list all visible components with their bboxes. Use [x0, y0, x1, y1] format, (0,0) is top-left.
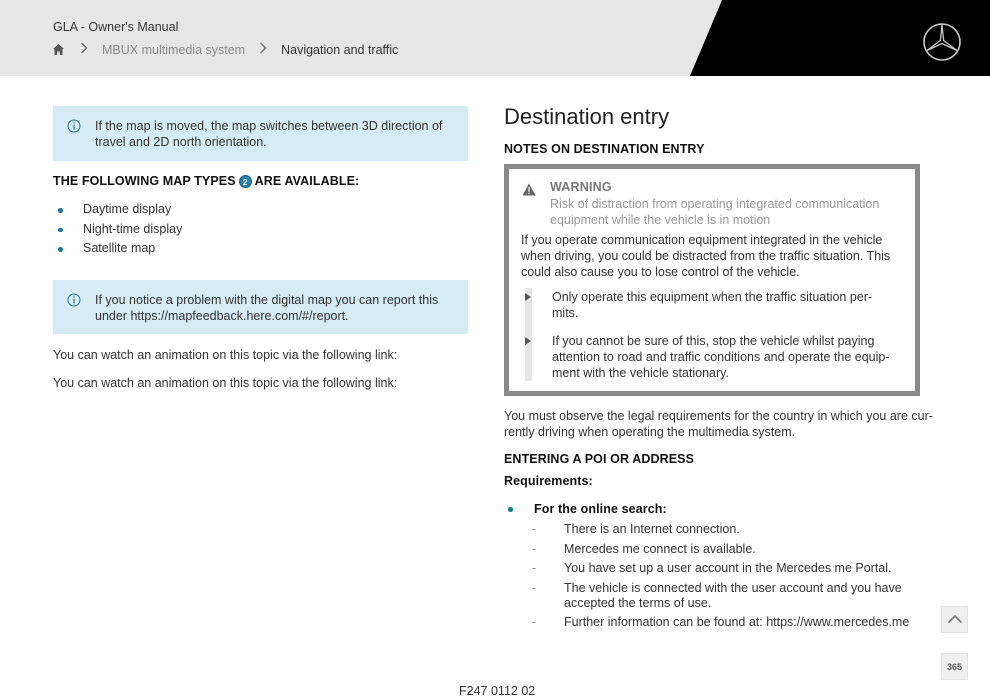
poi-heading: ENTERING A POI OR ADDRESS — [504, 452, 695, 466]
warning-triangle-icon — [522, 183, 536, 196]
map-types-list — [56, 200, 182, 259]
map-types-heading: THE FOLLOWING MAP TYPES 2 ARE AVAILABLE: — [53, 174, 360, 188]
info-text: If the map is moved, the map switches between 3D direction of travel and 2D north orientation. — [95, 119, 443, 149]
requirements-label: Requirements: — [504, 474, 593, 488]
list-item: Night-time display — [56, 220, 182, 240]
chevron-up-icon — [947, 613, 963, 627]
requirements-list — [532, 521, 902, 596]
figure-code: F247 0112 02 — [459, 684, 536, 698]
breadcrumb — [52, 42, 398, 57]
requirements-list-tail — [532, 614, 909, 630]
breadcrumb-current: Navigation and traffic — [281, 42, 399, 57]
info-icon — [67, 293, 81, 307]
animation-link-text[interactable]: You can watch an animation on this topic via the following link: — [53, 376, 398, 390]
list-item: Daytime display — [56, 200, 182, 220]
chevron-right-icon — [80, 42, 88, 57]
legal-paragraph: You must observe the legal requirements for the country in which you are cur- rently driving when operating the multimedia system. — [504, 409, 933, 439]
info-box-map-feedback — [53, 280, 468, 334]
list-item: - The vehicle is connected with the user account and you have — [532, 580, 902, 596]
page-number-badge[interactable]: 365 — [941, 653, 968, 680]
notes-heading: NOTES ON DESTINATION ENTRY — [504, 142, 705, 156]
warning-subtitle: Risk of distraction from operating integrated communication equipment while the vehicle is in motion — [550, 197, 880, 227]
warning-step: Only operate this equipment when the traffic situation per- mits. — [552, 290, 873, 320]
report-link[interactable]: under https://mapfeedback.here.com/#/report. — [95, 309, 349, 323]
breadcrumb-mbux[interactable]: MBUX multimedia system — [102, 42, 246, 57]
list-item[interactable]: - Further information can be found at: https://www.mercedes.me — [532, 614, 909, 630]
bullet-dot — [508, 507, 513, 512]
warning-step: If you cannot be sure of this, stop the vehicle whilst paying attention to road and traffic conditions and operate the equip- ment with the vehicle stationary. — [552, 334, 890, 380]
warning-box — [504, 164, 920, 396]
scroll-to-top-button[interactable] — [941, 606, 968, 633]
mercedes-star-logo — [922, 22, 962, 62]
info-icon — [67, 119, 81, 133]
warning-body: If you operate communication equipment integrated in the vehicle when driving, you could be distracted from the traffic situation. This could also cause you to lose control of the vehicle. — [521, 233, 891, 279]
step-arrow-icon — [525, 293, 531, 301]
page-title: Destination entry — [504, 104, 670, 129]
callout-number-badge: 2 — [239, 175, 252, 188]
chevron-right-icon — [259, 42, 267, 57]
step-arrow-icon — [525, 337, 531, 345]
list-item: - Mercedes me connect is available. — [532, 541, 902, 557]
manual-title: GLA - Owner's Manual — [53, 20, 179, 34]
info-text: If you notice a problem with the digital map you can report this — [95, 293, 439, 307]
list-item-continuation: accepted the terms of use. — [564, 596, 712, 610]
list-item: Satellite map — [56, 239, 182, 259]
animation-link-text[interactable]: You can watch an animation on this topic via the following link: — [53, 348, 398, 362]
list-item: - You have set up a user account in the Mercedes me Portal. — [532, 560, 902, 576]
list-item: - There is an Internet connection. — [532, 521, 902, 537]
home-icon[interactable] — [52, 43, 66, 57]
online-search-label: For the online search: — [534, 502, 667, 516]
warning-title: WARNING — [550, 180, 612, 194]
info-box-map-orientation — [53, 106, 468, 161]
